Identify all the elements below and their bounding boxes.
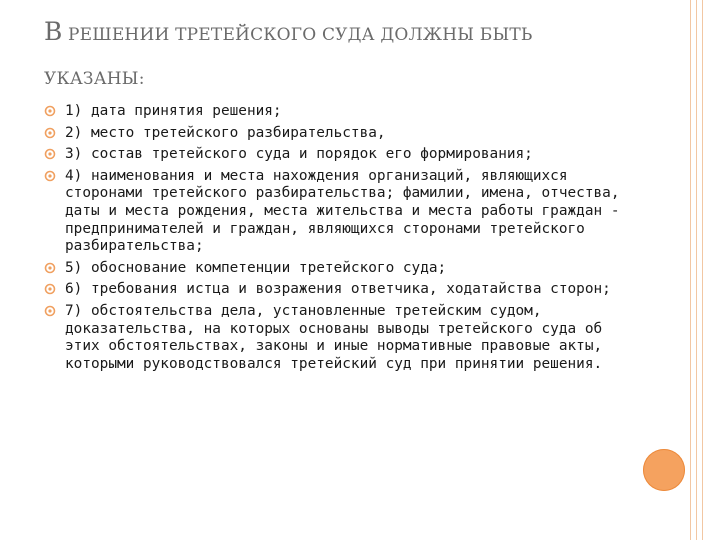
- list-item: [44, 303, 624, 373]
- title-line-1: РЕШЕНИИ ТРЕТЕЙСКОГО СУДА ДОЛЖНЫ БЫТЬ: [62, 25, 533, 45]
- list-item-text: 1) дата принятия решения;: [65, 103, 282, 119]
- list-item: [44, 281, 624, 299]
- list-item: [44, 168, 624, 256]
- list-item-text: 2) место третейского разбирательства,: [65, 124, 386, 141]
- circle-bullet-icon: [44, 262, 56, 274]
- decorative-orange-circle: [643, 449, 685, 491]
- list-item: [44, 260, 624, 278]
- requirements-list: [44, 103, 624, 377]
- right-border-line: [702, 0, 703, 540]
- circle-bullet-icon: [44, 127, 56, 139]
- circle-bullet-icon: [44, 283, 56, 295]
- title-line-2: УКАЗАНЫ:: [44, 69, 145, 89]
- circle-bullet-icon: [44, 170, 56, 182]
- list-item-text: 4) наименования и места нахождения организаций, являющихся сторонами третейского разбирательства; фамилии, имена, отчества, даты и места рождения, места жительства и места работы граждан - предпринимателей и граждан, являющихся сторонами третейского разбирательства;: [65, 167, 620, 255]
- list-item: [44, 125, 624, 143]
- list-item-text: 6) требования истца и возражения ответчика, ходатайства сторон;: [65, 281, 611, 298]
- circle-bullet-icon: [44, 148, 56, 160]
- list-item-text: 5) обоснование компетенции третейского суда;: [65, 259, 447, 276]
- list-item: [44, 146, 624, 164]
- circle-bullet-icon: [44, 105, 56, 117]
- list-item-text: 7) обстоятельства дела, установленные третейским судом, доказательства, на которых основаны выводы третейского суда об этих обстоятельствах, законы и иные нормативные правовые акты, которыми руководствовался третейский суд при принятии решения.: [65, 302, 603, 372]
- title-initial: В: [44, 17, 63, 46]
- right-border-line: [690, 0, 691, 540]
- slide-title: [44, 10, 644, 98]
- list-item-text: 3) состав третейского суда и порядок его формирования;: [65, 146, 533, 163]
- right-border-line: [696, 0, 697, 540]
- circle-bullet-icon: [44, 305, 56, 317]
- list-item: [44, 103, 624, 121]
